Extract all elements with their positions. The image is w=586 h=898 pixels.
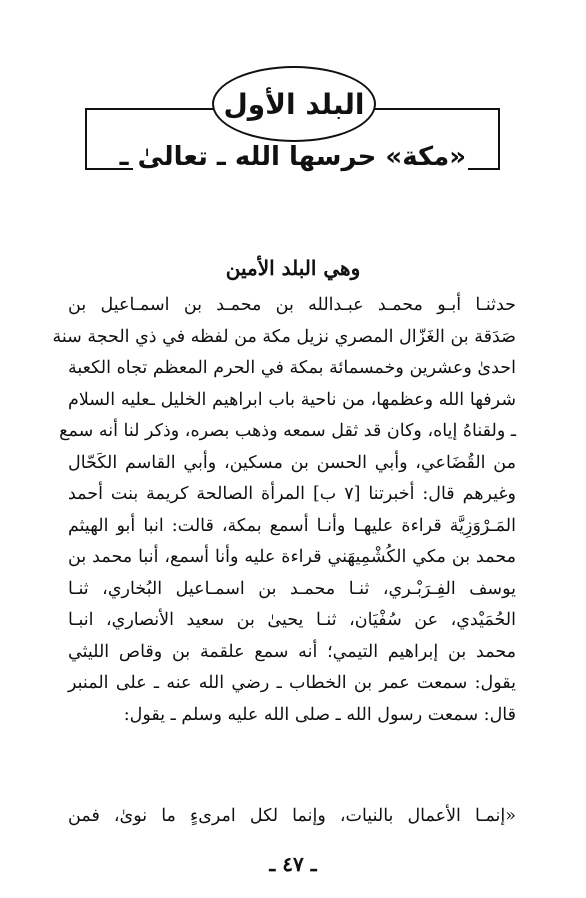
body-line: محمد بن إبراهيم التيمي؛ أنه سمع علقمة بن وقاص الليثي (68, 641, 516, 662)
body-line: المَـرْوَزِيَّة قراءة عليهـا وأنـا أسمع بمكة، قالت: انبا أبو الهيثم (68, 515, 516, 536)
section-heading: وهي البلد الأمين (225, 256, 361, 280)
body-line: حدثنـا أبـو محمـد عبـدالله بن محمـد بن اسمـاعيل بن (68, 295, 516, 315)
chapter-title: البلد الأول (223, 87, 365, 121)
body-line: ـ ولقناهُ إياه، وكان قد ثقل سمعه وذهب بصره، وذكر لنا أنه سمع (59, 421, 516, 441)
header-frame-top-left-border (85, 108, 213, 110)
page-number: ـ ٤٧ ـ (269, 852, 317, 876)
body-line: وغيرهم قال: أخبرتنا [٧ ب] المرأة الصالحة كريمة بنت أحمد (68, 484, 516, 504)
body-line: شرفها الله وعظمها، من ناحية باب ابراهيم الخليل ـعليه السلام (68, 389, 516, 410)
body-line: من القُضَاعي، وأبي الحسن بن مسكين، وأبي القاسم الكَحّال (68, 452, 516, 473)
body-text (52, 290, 516, 731)
chapter-title-oval (212, 66, 376, 142)
body-line: صَدَقة بن الغَزّال المصري نزيل مكة من لفظه في ذي الحجة سنة (52, 326, 516, 347)
body-line: الحُمَيْدي، عن سُفْيَان، ثنـا يحيىٰ بن سعيد الأنصاري، انبـا (68, 610, 516, 630)
body-line: يقول: سمعت عمر بن الخطاب ـ رضي الله عنه ـ على المنبر (68, 673, 516, 693)
header-frame-top-right-border (375, 108, 500, 110)
body-line: محمد بن مكي الكُشْمِيهَني قراءة عليه وأنا أسمع، أنبا محمد بن (68, 547, 516, 567)
chapter-subtitle: «مكة» حرسها الله ـ تعالىٰ ـ (119, 142, 466, 172)
body-line: يوسف الفِـرَبْـري، ثنـا محمـد بن اسمـاعيل البُخاري، ثنـا (68, 578, 516, 599)
header-frame-bottom-right-border (468, 168, 500, 170)
header-frame-right-border (498, 108, 500, 170)
body-line: قال: سمعت رسول الله ـ صلى الله عليه وسلم ـ يقول: (123, 704, 516, 725)
body-line: احدىٰ وعشرين وخمسمائة بمكة في الحرم المعظم تجاه الكعبة (68, 358, 516, 378)
hadith-quote-line: «إنمـا الأعمال بالنيات، وإنما لكل امرىءٍ ما نوىٰ، فمن (68, 806, 516, 826)
header-frame-left-border (85, 108, 87, 170)
